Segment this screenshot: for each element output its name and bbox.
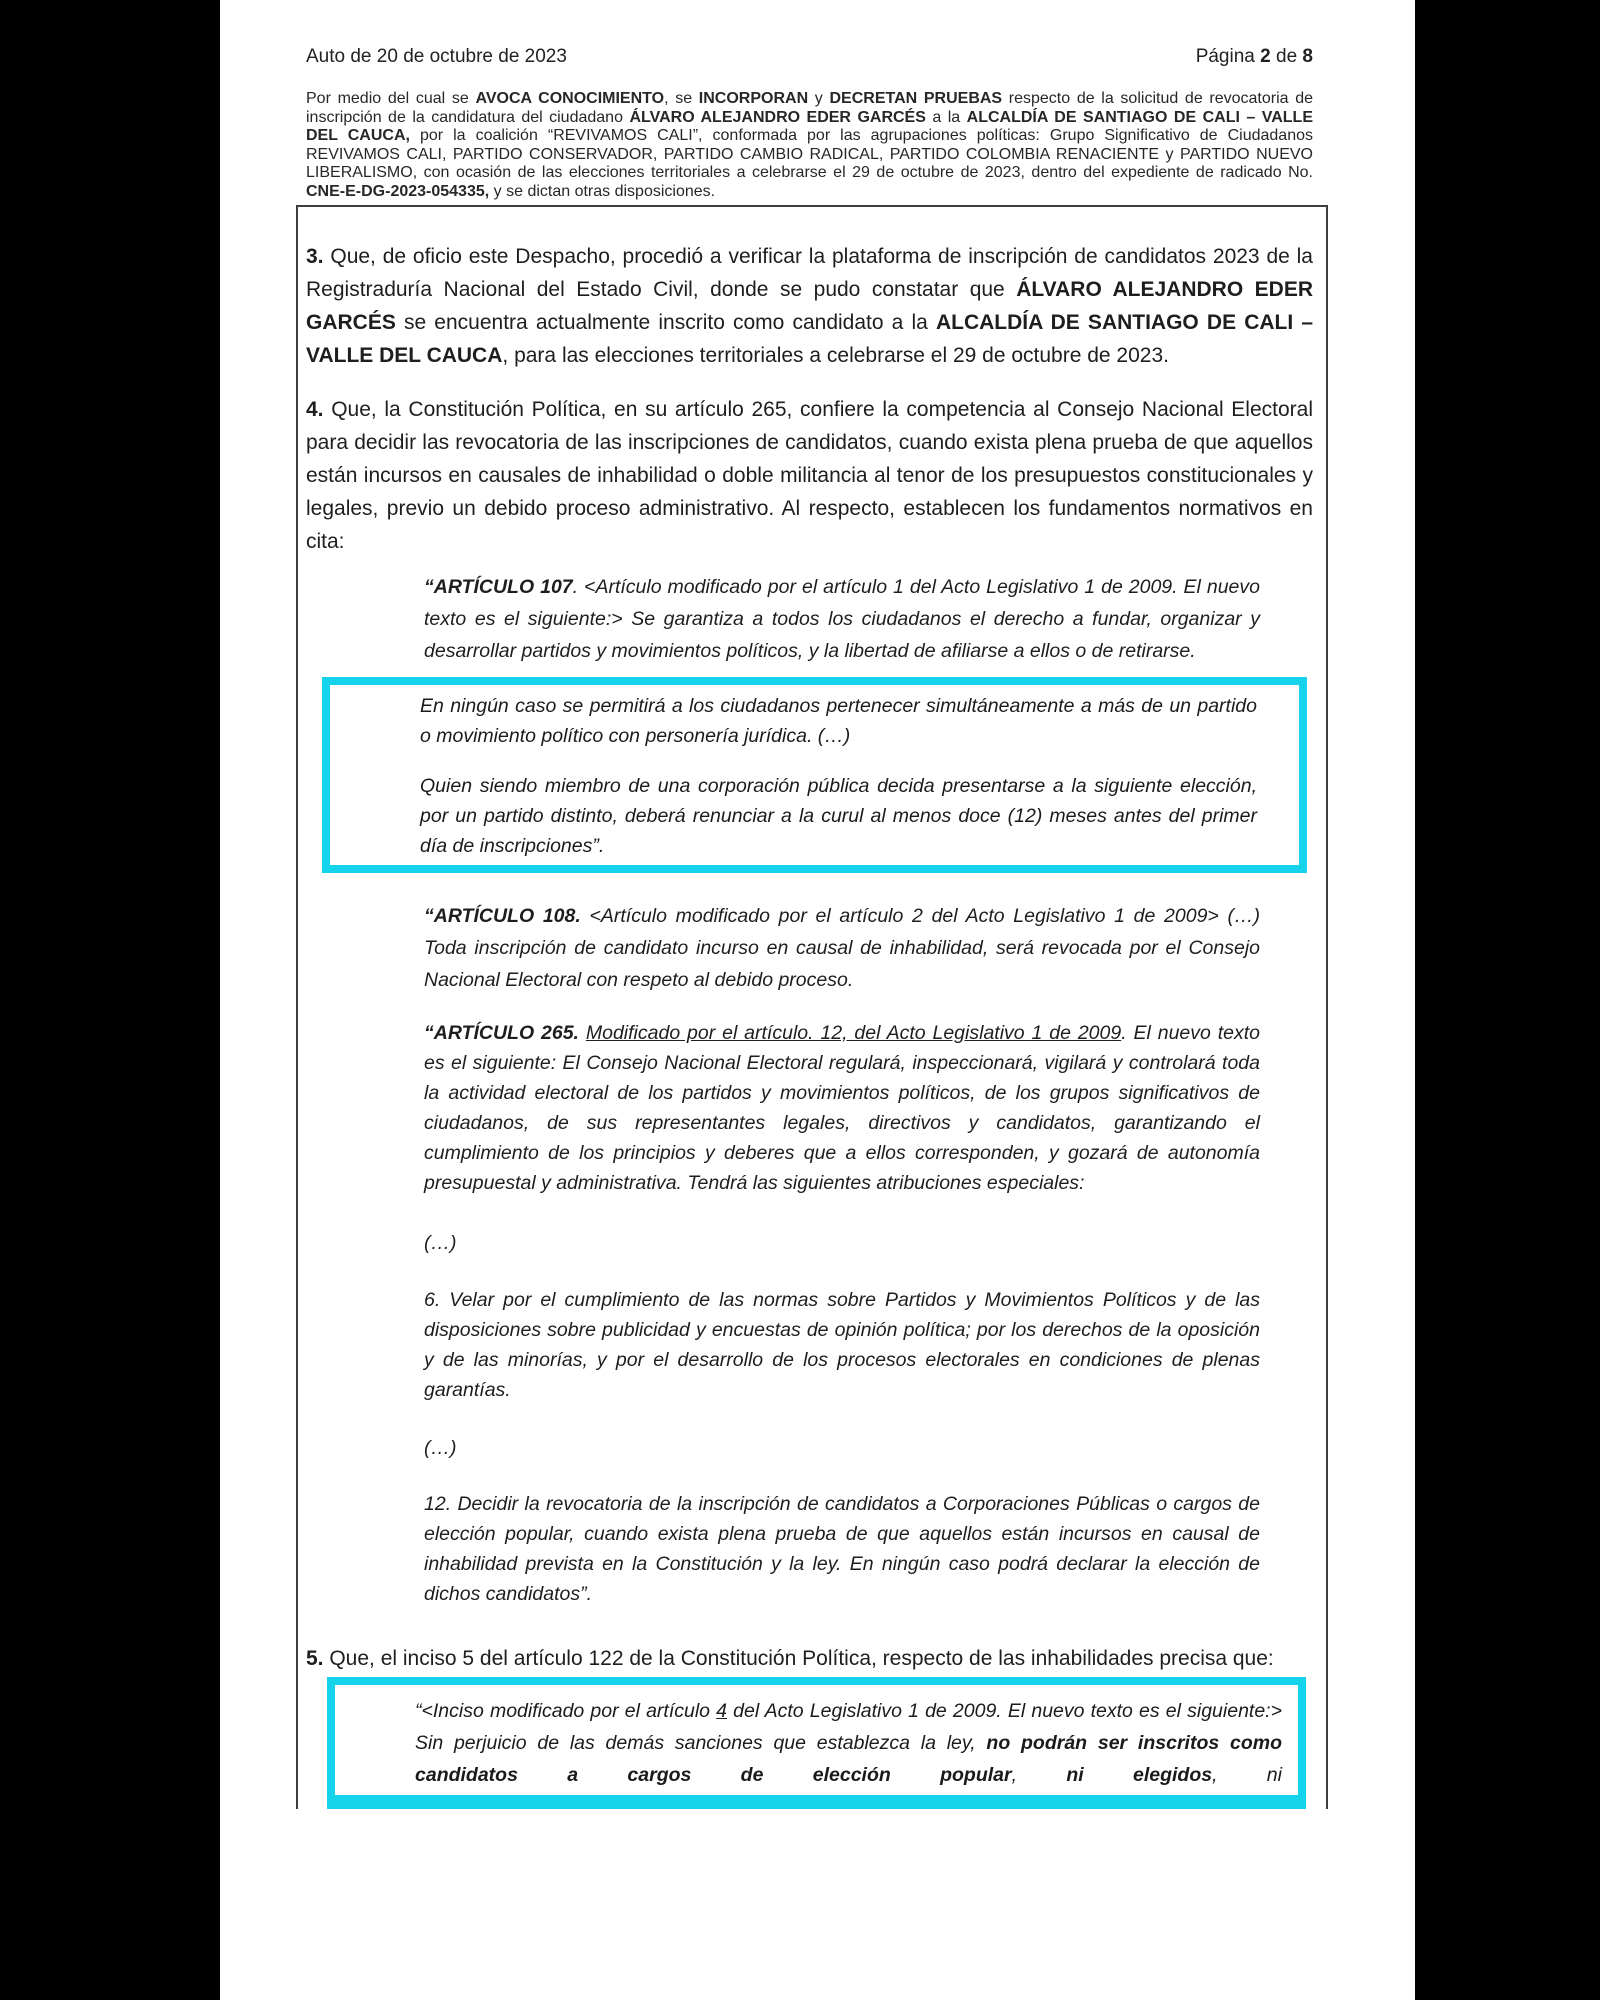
quote-articulo-107: “ARTÍCULO 107. <Artículo modificado por el artículo 1 del Acto Legislativo 1 de 2009. El nuevo texto es el siguiente:> Se garantiza a todos los ciudadanos el derecho a fundar, organizar y desarrollar partidos y movimientos políticos, y la libertad de afiliarse a ellos o de retirarse. <box>424 575 1260 662</box>
preamble-paragraph: Por medio del cual se AVOCA CONOCIMIENTO, se INCORPORAN y DECRETAN PRUEBAS respecto de la solicitud de revocatoria de inscripción de la candidatura del ciudadano ÁLVARO ALEJANDRO EDER GARCÉS a la ALCALDÍA DE SANTIAGO DE CALI – VALLE DEL CAUCA, por la coalición “REVIVAMOS CALI”, conformada por las agrupaciones políticas: Grupo Significativo de Ciudadanos REVIVAMOS CALI, PARTIDO CONSERVADOR, PARTIDO CAMBIO RADICAL, PARTIDO COLOMBIA RENACIENTE y PARTIDO NUEVO LIBERALISMO, con ocasión de las elecciones territoriales a celebrarse el 29 de octubre de 2023, dentro del expediente de radicado No. CNE-E-DG-2023-054335, y se dictan otras disposiciones. <box>306 90 1314 200</box>
page-header <box>306 46 1313 68</box>
highlight-box-1 <box>322 677 1307 873</box>
content-box <box>296 205 1328 1809</box>
highlight-box-2 <box>327 1677 1306 1809</box>
paragraph-5: 5. Que, el inciso 5 del artículo 122 de la Constitución Política, respecto de las inhabilidades precisa que: <box>306 1646 1274 1670</box>
highlight-1-paragraph-2: Quien siendo miembro de una corporación pública decida presentarse a la siguiente elección, por un partido distinto, deberá renunciar a la curul al menos doce (12) meses antes del primer día de inscripciones”. <box>420 774 1257 857</box>
ellipsis-1: (…) <box>424 1231 457 1254</box>
page-number-indicator: Página 2 de 8 <box>1195 46 1313 67</box>
quote-numeral-12: 12. Decidir la revocatoria de la inscripción de candidatos a Corporaciones Públicas o cargos de elección popular, cuando exista plena prueba de que aquellos están incursos en causal de inhabilidad prevista en la Constitución y la ley. En ningún caso podrá declarar la elección de dichos candidatos”. <box>424 1492 1260 1605</box>
highlight-1-paragraph-1: En ningún caso se permitirá a los ciudadanos pertenecer simultáneamente a más de un partido o movimiento político con personería jurídica. (…) <box>420 694 1257 747</box>
pdf-page <box>220 0 1415 2000</box>
quote-numeral-6: 6. Velar por el cumplimiento de las normas sobre Partidos y Movimientos Políticos y de las disposiciones sobre publicidad y encuestas de opinión política; por los derechos de la oposición y de las minorías, y por el desarrollo de los procesos electorales en condiciones de plenas garantías. <box>424 1288 1260 1401</box>
paragraph-4: 4. Que, la Constitución Política, en su artículo 265, confiere la competencia al Consejo Nacional Electoral para decidir las revocatoria de las inscripciones de candidatos, cuando exista plena prueba de que aquellos están incursos en causales de inhabilidad o doble militancia al tenor de los presupuestos constitucionales y legales, previo un debido proceso administrativo. Al respecto, establecen los fundamentos normativos en cita: <box>306 397 1313 553</box>
ellipsis-2: (…) <box>424 1436 457 1459</box>
letterbox-right <box>1415 0 1600 2000</box>
highlight-2-paragraph-1: “<Inciso modificado por el artículo 4 del Acto Legislativo 1 de 2009. El nuevo texto es el siguiente:> Sin perjuicio de las demás sanciones que establezca la ley, no podrán ser inscritos como candidatos a cargos de elección popular, ni elegidos, ni <box>415 1699 1282 1786</box>
paragraph-3: 3. Que, de oficio este Despacho, procedió a verificar la plataforma de inscripción de candidatos 2023 de la Registraduría Nacional del Estado Civil, donde se pudo constatar que ÁLVARO ALEJANDRO EDER GARCÉS se encuentra actualmente inscrito como candidato a la ALCALDÍA DE SANTIAGO DE CALI – VALLE DEL CAUCA, para las elecciones territoriales a celebrarse el 29 de octubre de 2023. <box>306 244 1313 367</box>
quote-articulo-108: “ARTÍCULO 108. <Artículo modificado por el artículo 2 del Acto Legislativo 1 de 2009> (…) Toda inscripción de candidato incurso en causal de inhabilidad, será revocada por el Consejo Nacional Electoral con respeto al debido proceso. <box>424 904 1260 991</box>
quote-articulo-265: “ARTÍCULO 265. Modificado por el artículo. 12, del Acto Legislativo 1 de 2009. El nuevo texto es el siguiente: El Consejo Nacional Electoral regulará, inspeccionará, vigilará y controlará toda la actividad electoral de los partidos y movimientos políticos, de los grupos significativos de ciudadanos, de sus representantes legales, directivos y candidatos, garantizando el cumplimiento de los principios y deberes que a ellos corresponden, y gozará de autonomía presupuestal y administrativa. Tendrá las siguientes atribuciones especiales: <box>424 1021 1261 1194</box>
letterbox-left <box>0 0 220 2000</box>
header-date: Auto de 20 de octubre de 2023 <box>306 46 567 67</box>
